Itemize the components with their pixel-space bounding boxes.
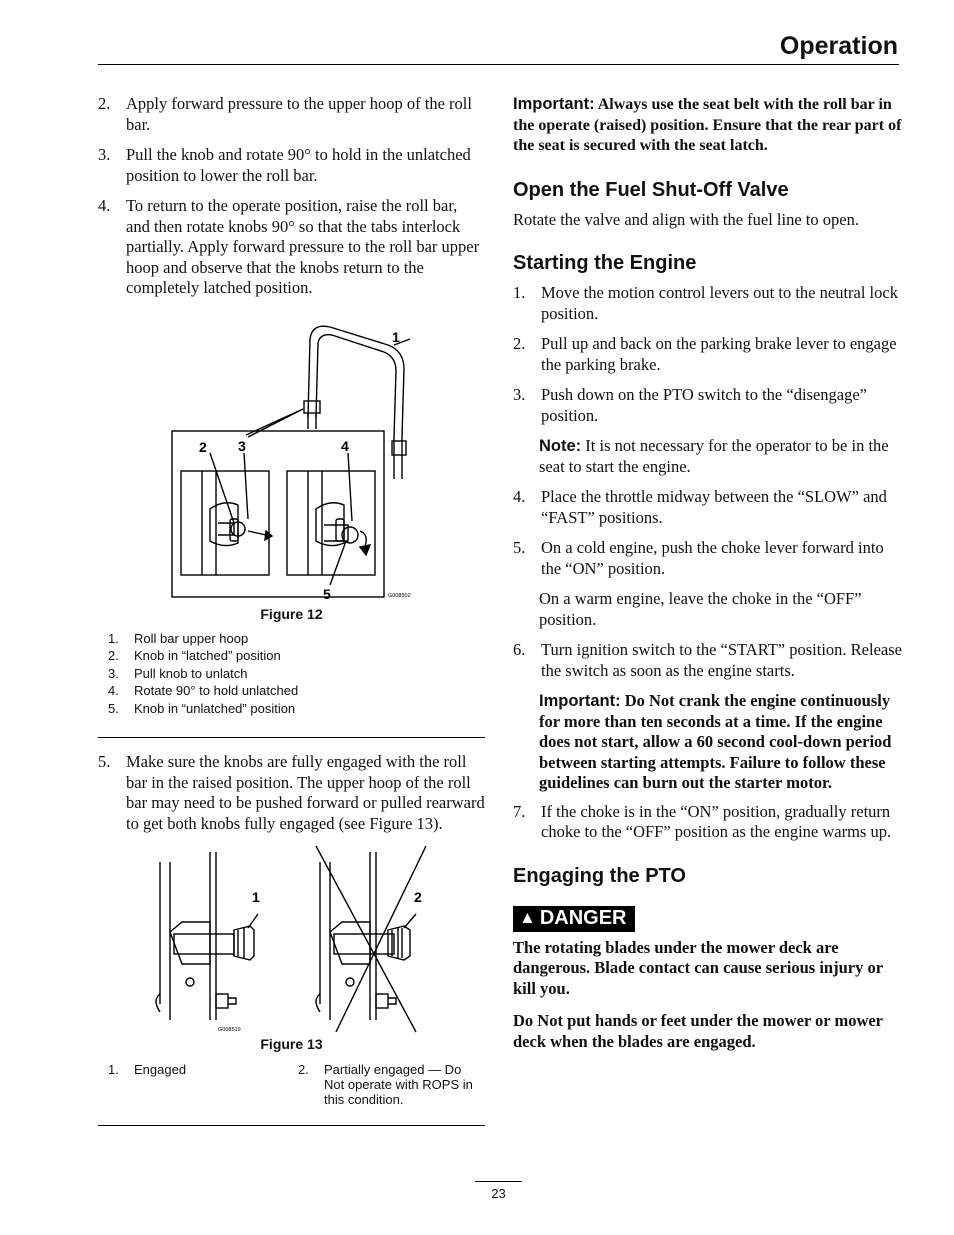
fuel-text: Rotate the valve and align with the fuel line to open.	[513, 209, 859, 229]
section-heading-pto: Engaging the PTO	[513, 864, 686, 887]
important-label: Important:	[539, 692, 621, 710]
section-heading-fuel: Open the Fuel Shut-Off Valve	[513, 178, 789, 201]
step-5	[98, 752, 485, 834]
start-step-1: 1. Move the motion control levers out to the neutral lock position.	[513, 283, 898, 323]
danger-badge	[513, 906, 635, 932]
start-step-4: 4. Place the throttle midway between the “SLOW” and “FAST” positions.	[513, 487, 887, 527]
legend-item: 1. Roll bar upper hoop	[108, 630, 249, 646]
step-text: Make sure the knobs are fully engaged with the roll bar in the raised position. The upper hoop of the roll bar may need to be pushed forward or pulled rearward to get both knobs fully engaged (see Figure 13).	[126, 752, 485, 833]
start-step-6: 6. Turn ignition switch to the “START” position. Release the switch as soon as the engine starts.	[513, 640, 902, 680]
step-3	[98, 145, 485, 186]
page-title: Operation	[779, 32, 898, 60]
callout-2: 2	[199, 438, 207, 455]
divider	[98, 1125, 485, 1126]
important-text: Always use the seat belt with the roll bar in the operate (raised) position. Ensure that the rear part of the seat is secured with the seat latch.	[513, 96, 902, 154]
step-2	[98, 94, 485, 135]
start-step-3: 3. Push down on the PTO switch to the “disengage” position.	[513, 385, 867, 425]
figure-13-caption: Figure 13	[260, 1036, 323, 1052]
danger-text: Do Not put hands or feet under the mower or mower deck when the blades are engaged.	[513, 1011, 883, 1051]
left-column	[98, 94, 485, 1140]
important-notice	[539, 691, 903, 794]
callout-1: 1	[392, 328, 400, 345]
header-rule	[98, 64, 899, 65]
knob-engagement-illustration	[98, 844, 485, 1034]
legend-item: 5. Knob in “unlatched” position	[108, 700, 296, 716]
callout-2: 2	[414, 889, 422, 905]
step-text: Apply forward pressure to the upper hoop of the roll bar.	[126, 94, 472, 134]
figure-code: G008519	[218, 1027, 241, 1033]
legend-item: 3. Pull knob to unlatch	[108, 665, 248, 681]
footer-rule	[475, 1181, 522, 1182]
figure-12	[98, 309, 485, 604]
callout-5: 5	[323, 585, 331, 602]
note-label: Note:	[539, 437, 582, 455]
danger-label: DANGER	[539, 906, 627, 929]
legend-item: 4. Rotate 90° to hold unlatched	[108, 683, 299, 698]
start-step-7: 7. If the choke is in the “ON” position, gradually return choke to the “OFF” position as the engine warms up.	[513, 801, 892, 841]
warning-triangle-icon: ▲	[519, 908, 536, 927]
divider	[98, 737, 485, 738]
note-text: It is not necessary for the operator to be in the seat to start the engine.	[539, 436, 889, 476]
step-number: 4.	[98, 196, 111, 215]
figure-12-caption: Figure 12	[260, 605, 323, 622]
callout-3: 3	[238, 437, 246, 454]
figure-13-legend	[98, 1062, 485, 1107]
legend-item: 2. Knob in “latched” position	[108, 648, 281, 663]
roll-bar-latch-illustration	[98, 309, 485, 604]
step-4	[98, 196, 485, 299]
danger-text: The rotating blades under the mower deck are dangerous. Blade contact can cause serious injury or kill you.	[513, 937, 883, 998]
important-text: Do Not crank the engine continuously for more than ten seconds at a time. If the engine does not start, allow a 60 second cool-down period between starting attempts. Failure to follow these guidelines can burn out the starter motor.	[539, 691, 892, 792]
right-column	[513, 94, 903, 1064]
important-notice	[513, 94, 903, 157]
legend-item: 2. Partially engaged — Do Not operate with ROPS in this condition.	[298, 1062, 473, 1107]
step-number: 2.	[98, 94, 111, 113]
callout-4: 4	[341, 437, 349, 454]
start-step-2: 2. Pull up and back on the parking brake lever to engage the parking brake.	[513, 334, 897, 374]
start-step-5-sub: On a warm engine, leave the choke in the “OFF” position.	[539, 589, 862, 629]
callout-1: 1	[252, 889, 260, 905]
step-number: 3.	[98, 145, 111, 164]
figure-13	[98, 844, 485, 1034]
important-label: Important:	[513, 95, 595, 113]
step-text: To return to the operate position, raise the roll bar, and then rotate knobs 90° so that the tabs interlock partially. Apply forward pressure to the roll bar upper hoop and observe that the knobs return to the completely latched position.	[126, 196, 480, 297]
step-text: Pull the knob and rotate 90° to hold in the unlatched position to lower the roll bar.	[126, 145, 471, 185]
figure-12-legend	[98, 630, 485, 718]
figure-code: G008502	[388, 592, 411, 599]
step-number: 5.	[98, 752, 111, 771]
legend-item: 1. Engaged	[108, 1062, 187, 1077]
start-step-5: 5. On a cold engine, push the choke lever forward into the “ON” position.	[513, 538, 884, 578]
page-number: 23	[491, 1186, 506, 1201]
note	[539, 436, 903, 477]
section-heading-starting: Starting the Engine	[513, 252, 697, 274]
